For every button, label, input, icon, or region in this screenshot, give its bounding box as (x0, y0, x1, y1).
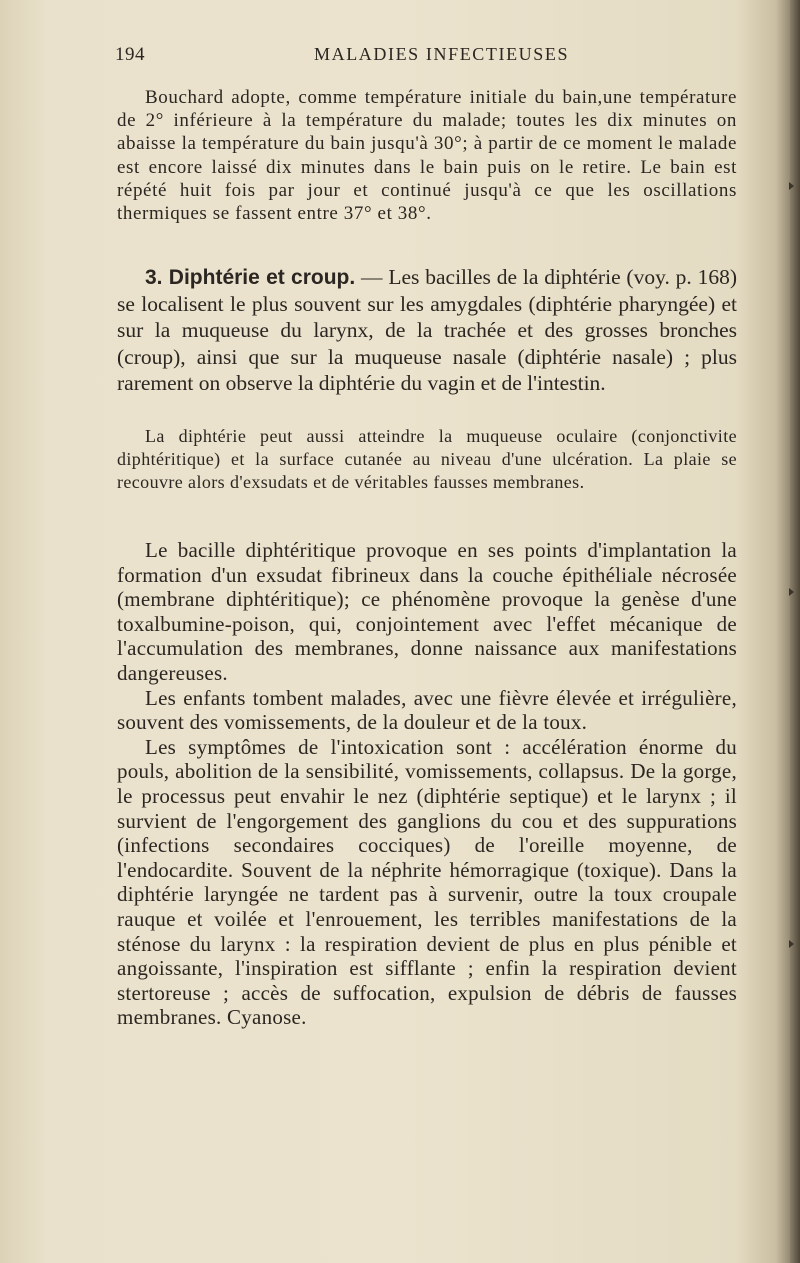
paragraph-pathogenesis: Le bacille diphtéritique provoque en ses points d'implantation la formation d'un exsudat fibrineux dans la couche épithéliale nécrosée (membrane diphtéritique); ce phénomène provoque la genèse d'une toxalbumine-poison, qui, conjointement avec l'effet mécanique de l'accumulation des membranes, donne naissance aux manifestations dangereuses. (117, 538, 737, 685)
paragraph-text: Bouchard adopte, comme température initiale du bain,une température de 2° inférieure à la température du malade; toutes les dix minutes on abaisse la température du bain jusqu'à 30°; à partir de ce moment le malade est encore laissé dix minutes dans le bain puis on le retire. Le bain est répété huit fois par jour et continué jusqu'à ce que les oscillations thermiques se fassent entre 37° et 38°. (117, 87, 737, 225)
page-header (115, 44, 740, 74)
note-text: La diphtérie peut aussi atteindre la muqueuse oculaire (conjonctivite diphtéritique) et la surface cutanée au niveau d'une ulcération. La plaie se recouvre alors d'exsudats et de véritables fausses membranes. (117, 426, 737, 492)
edge-arrow-icon (789, 940, 794, 948)
edge-arrow-icon (789, 588, 794, 596)
section-intro-paragraph (117, 264, 737, 396)
page-number: 194 (115, 44, 145, 65)
page-edge-marks (788, 0, 794, 1263)
section-title: 3. Diphtérie et croup. (145, 266, 356, 289)
paragraph-symptoms: Les symptômes de l'intoxication sont : accélération énorme du pouls, abolition de la sensibilité, vomissements, collapsus. De la gorge, le processus peut envahir le nez (diphtérie septique) et le larynx ; il survient de l'engorgement des ganglions du cou et des suppurations (infections secondaires cocciques) de l'oreille moyenne, de l'endocardite. Souvent de la néphrite hémorragique (toxique). Dans la diphtérie laryngée ne tardent pas à survenir, outre la toux croupale rauque et voilée et l'enrouement, les terribles manifestations de la sténose du larynx : la respiration devient de plus en plus pénible et angoissante, l'inspiration est sifflante ; enfin la respiration devient stertoreuse ; accès de suffocation, expulsion de débris de fausses membranes. Cyanose. (117, 734, 737, 1030)
paragraph-onset: Les enfants tombent malades, avec une fièvre élevée et irrégulière, souvent des vomissements, de la douleur et de la toux. (117, 685, 737, 735)
running-title: MALADIES INFECTIEUSES (314, 44, 570, 64)
small-print-note (117, 425, 737, 493)
main-text (117, 538, 737, 1030)
edge-arrow-icon (789, 182, 794, 190)
section-intro-text: — Les bacilles de la diphtérie (voy. p. 168) se localisent le plus souvent sur les amygdales (diphtérie pharyngée) et sur la muqueuse du larynx, de la trachée et des grosses bronches (croup), ainsi que sur la muqueuse nasale (diphtérie nasale) ; plus rarement on observe la diphtérie du vagin et de l'intestin. (117, 265, 738, 395)
bath-treatment-paragraph (117, 86, 737, 225)
section-diphtheria-croup (117, 264, 737, 396)
